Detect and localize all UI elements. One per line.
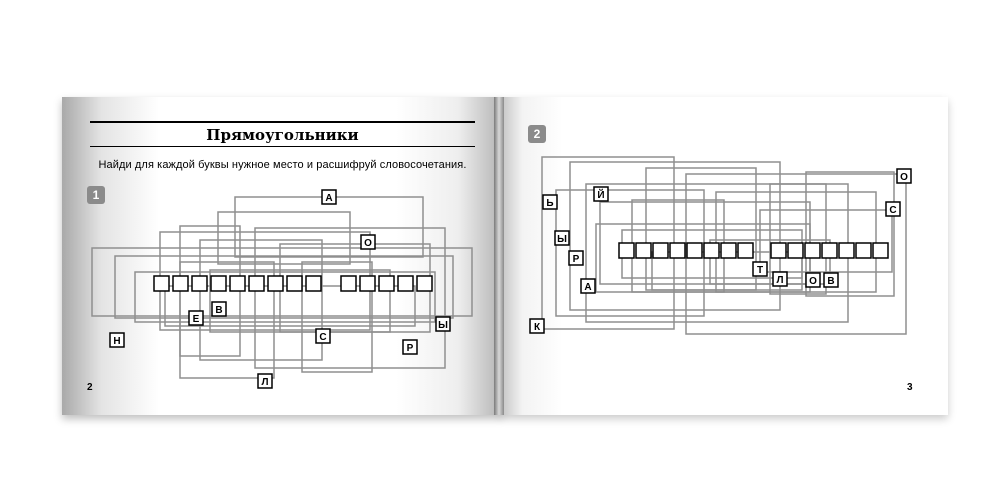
- puzzle-1-letter: Е: [192, 314, 200, 325]
- puzzle-2-answer-cell: [856, 243, 871, 258]
- puzzle-2-answer-cell: [788, 243, 803, 258]
- puzzle-2-letter: Й: [597, 190, 605, 201]
- puzzle-1-answer-cell: [211, 276, 226, 291]
- puzzle-1-letter-box: [110, 333, 124, 347]
- puzzle-1-letter: С: [319, 332, 327, 343]
- puzzle-1-letter-box: [189, 311, 203, 325]
- puzzle-1-answer-cell: [417, 276, 432, 291]
- puzzle-1-letter-box: [403, 340, 417, 354]
- puzzle-1-letter-box: [436, 317, 450, 331]
- puzzle-1-letter: В: [215, 305, 223, 316]
- puzzle-1-answer-cells: [154, 276, 432, 291]
- puzzle-1-answer-cell: [173, 276, 188, 291]
- right-page-number: 3: [907, 382, 913, 393]
- puzzle-2-letter-box: [773, 272, 787, 286]
- puzzle-2-letter: А: [584, 282, 592, 293]
- instruction-text: Найди для каждой буквы нужное место и расшифруй словосочетания.: [98, 159, 467, 171]
- puzzle-2-letter-box: [824, 273, 838, 287]
- puzzle-2-letter: Р: [572, 254, 580, 265]
- puzzle-1-letter-box: [316, 329, 330, 343]
- page-title: Прямоугольники: [206, 126, 359, 144]
- puzzle-2-letter-box: [569, 251, 583, 265]
- puzzle-2-answer-cell: [687, 243, 702, 258]
- puzzle-1-letter: А: [325, 193, 333, 204]
- puzzle-2-letter-box: [594, 187, 608, 201]
- puzzle-2-letter-box: [806, 273, 820, 287]
- puzzle-2-letter: Ы: [557, 234, 567, 245]
- puzzle-1-letter: Ы: [438, 320, 448, 331]
- puzzle-1-answer-cell: [287, 276, 302, 291]
- puzzle-2-answer-cell: [771, 243, 786, 258]
- puzzle-1-answer-cell: [306, 276, 321, 291]
- puzzle-2-letter: К: [533, 322, 541, 333]
- puzzle-2-letter-box: [530, 319, 544, 333]
- puzzle-1-answer-cell: [398, 276, 413, 291]
- puzzle-2-rectangle: [646, 168, 756, 290]
- puzzle-2-letter-box: [543, 195, 557, 209]
- puzzle-1-letter-box: [258, 374, 272, 388]
- puzzle-1-answer-cell: [249, 276, 264, 291]
- puzzle-2-answer-cell: [670, 243, 685, 258]
- puzzle-2-answer-cell: [738, 243, 753, 258]
- puzzle-1-answer-cell: [230, 276, 245, 291]
- puzzle-1-answer-cell: [192, 276, 207, 291]
- puzzle-2-letter: О: [809, 276, 817, 287]
- puzzle-2-answer-cell: [653, 243, 668, 258]
- puzzle-2-letter: О: [900, 172, 908, 183]
- puzzle-1-badge: 1: [87, 186, 105, 204]
- puzzle-1-answer-cell: [379, 276, 394, 291]
- puzzle-1-letter-box: [322, 190, 336, 204]
- puzzle-1-answer-cell: [341, 276, 356, 291]
- puzzle-1-answer-cell: [154, 276, 169, 291]
- puzzle-1-letter-box: [212, 302, 226, 316]
- puzzle-2-letter: В: [827, 276, 835, 287]
- puzzle-1-letter: Л: [261, 377, 269, 388]
- puzzle-2-letter-box: [753, 262, 767, 276]
- puzzle-2-answer-cells: [619, 243, 888, 258]
- left-page-number: 2: [87, 382, 93, 393]
- puzzle-2-answer-cell: [805, 243, 820, 258]
- puzzle-2-answer-cell: [619, 243, 634, 258]
- puzzle-2-letter-box: [581, 279, 595, 293]
- puzzle-2-letter-box: [555, 231, 569, 245]
- puzzle-2-answer-cell: [636, 243, 651, 258]
- puzzle-1-answer-cell: [268, 276, 283, 291]
- puzzle-1-letter: Р: [406, 343, 414, 354]
- puzzle-2-badge: 2: [528, 125, 546, 143]
- puzzle-2-answer-cell: [704, 243, 719, 258]
- puzzle-2-answer-cell: [721, 243, 736, 258]
- puzzle-2-letter: Т: [756, 265, 764, 276]
- puzzle-2-answer-cell: [873, 243, 888, 258]
- puzzle-2-letter-box: [886, 202, 900, 216]
- puzzle-2-rectangle: [716, 192, 876, 292]
- puzzle-2-answer-cell: [822, 243, 837, 258]
- puzzle-2-letter: Ь: [546, 198, 554, 209]
- puzzle-1-letter: О: [364, 238, 372, 249]
- puzzle-1-answer-cell: [360, 276, 375, 291]
- puzzle-1-letter: Н: [113, 336, 121, 347]
- puzzle-2-letter: С: [889, 205, 897, 216]
- puzzle-2-letter: Л: [776, 275, 784, 286]
- puzzle-2-answer-cell: [839, 243, 854, 258]
- puzzle-2-letter-box: [897, 169, 911, 183]
- puzzle-1-letter-box: [361, 235, 375, 249]
